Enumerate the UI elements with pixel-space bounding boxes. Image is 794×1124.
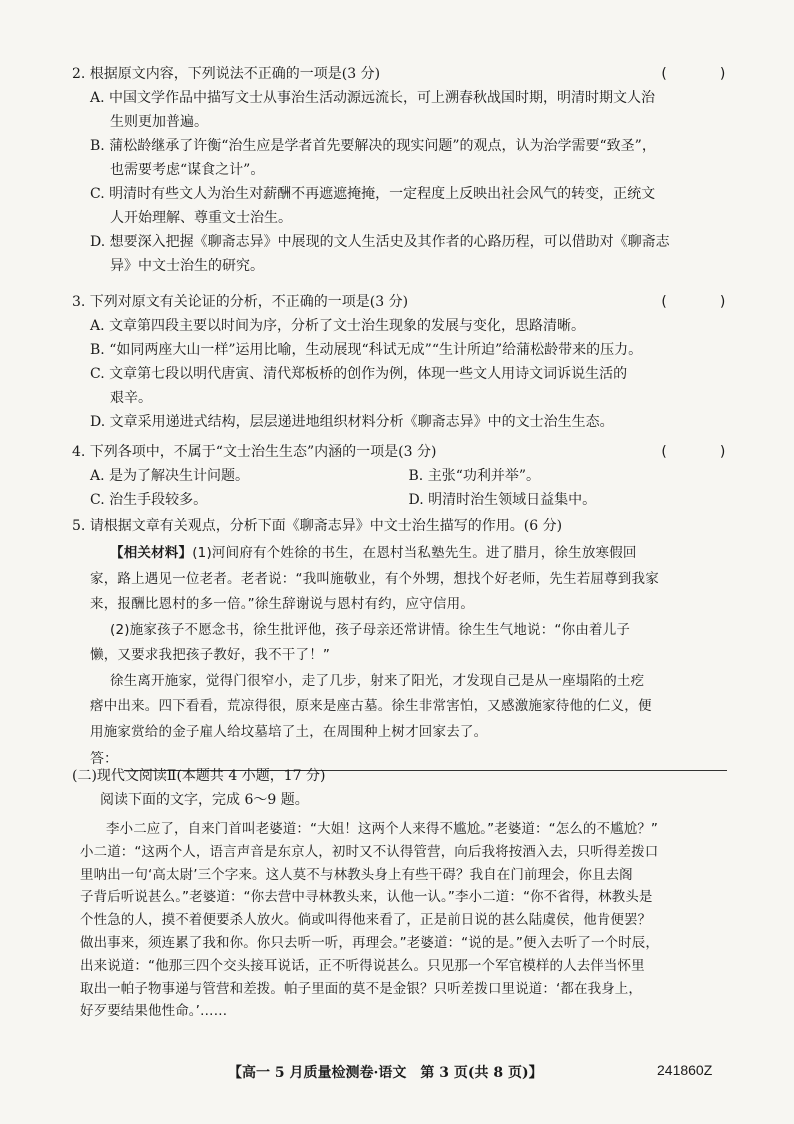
reading-passage <box>80 818 730 1023</box>
question-5 <box>72 514 727 771</box>
option-b: B. 蒲松龄继承了许衡“治生应是学者首先要解决的现实问题”的观点，认为治学需要“致圣”， <box>90 138 656 154</box>
answer-label: 答： <box>90 751 118 767</box>
option-c: C. 文章第七段以明代唐寅、清代郑板桥的创作为例，体现一些文人用诗文词诉说生活的 <box>90 366 628 382</box>
option-b: B. 主张“功利并举”。 <box>408 468 541 484</box>
passage-line: 取出一帕子物事递与管营和差拨。帕子里面的莫不是金银？只听差拨口里说道：‘都在我身上， <box>80 980 642 997</box>
answer-bracket: ( ) <box>659 294 727 310</box>
option-c-cont: 人开始理解、尊重文士治生。 <box>110 210 292 226</box>
material-line: (2)施家孩子不愿念书，徐生批评他，孩子母亲还常讲情。徐生生气地说：“你由着儿子 <box>110 621 631 638</box>
material-line: 懒，又要求我把孩子教好，我不干了！” <box>90 647 331 663</box>
material-line: 瘩中出来。四下看看，荒凉得很，原来是座古墓。徐生非常害怕，又感激施家待他的仁义，便 <box>90 698 652 714</box>
answer-bracket: ( ) <box>659 444 727 460</box>
question-2 <box>72 62 727 278</box>
option-d: D. 想要深入把握《聊斋志异》中展现的文人生活史及其作者的心路历程，可以借助对《聊斋志 <box>90 234 670 250</box>
material-line: (1)河间府有个姓徐的书生，在恩村当私塾先生。进了腊月，徐生放寒假回 <box>192 545 637 561</box>
section-2-header <box>72 764 727 812</box>
option-d-cont: 异》中文士治生的研究。 <box>110 258 264 274</box>
option-c: C. 治生手段较多。 <box>90 492 208 508</box>
passage-line: 做出事来，须连累了我和你。你只去听一听，再理会。”老婆道：“说的是。”便入去听了一个时辰， <box>80 934 659 951</box>
option-d: D. 明清时治生领域日益集中。 <box>408 492 597 508</box>
section-instruction: 阅读下面的文字，完成 6～9 题。 <box>100 792 309 808</box>
material-label: 【相关材料】 <box>110 545 193 561</box>
option-d: D. 文章采用递进式结构，层层递进地组织材料分析《聊斋志异》中的文士治生生态。 <box>90 414 614 430</box>
section-title: (二)现代文阅读Ⅱ(本题共 4 小题，17 分) <box>72 768 326 784</box>
material-line: 家，路上遇见一位老者。老者说：“我叫施敬业，有个外甥，想找个好老师，先生若屈尊到我家 <box>90 570 659 587</box>
passage-line: 里呐出一句‘高太尉’三个字来。这人莫不与林教头身上有些干碍？我自在门前理会，你且去阁 <box>80 866 633 883</box>
option-a: A. 是为了解决生计问题。 <box>90 468 250 484</box>
passage-line: 小二道：“这两个人，语言声音是东京人，初时又不认得管营，向后我将按酒入去，只听得差拨口 <box>80 843 659 860</box>
passage-line: 好歹要结果他性命。’…… <box>80 1003 228 1020</box>
option-a: A. 中国文学作品中描写文士从事治生活动源远流长，可上溯春秋战国时期，明清时期文人治 <box>90 90 656 106</box>
option-b: B. “如同两座大山一样”运用比喻，生动展现“科试无成”“生计所迫”给蒲松龄带来的压力。 <box>90 342 643 358</box>
material-line: 用施家赏给的金子雇人给坟墓培了土，在周围种上树才回家去了。 <box>90 723 488 740</box>
material-line: 来，报酬比恩村的多一倍。”徐生辞谢说与恩村有约，应守信用。 <box>90 596 475 612</box>
question-5-stem: 5. 请根据文章有关观点，分析下面《聊斋志异》中文士治生描写的作用。(6 分) <box>72 518 563 534</box>
passage-line: 子背后听说甚么。”老婆道：“你去营中寻林教头来，认他一认。”李小二道：“你不省得，林教头是 <box>80 889 653 906</box>
related-material <box>72 541 727 745</box>
question-4 <box>72 440 727 512</box>
option-a: A. 文章第四段主要以时间为序，分析了文士治生现象的发展与变化，思路清晰。 <box>90 318 586 334</box>
answer-bracket: ( ) <box>659 66 727 82</box>
passage-line: 出来说道：“他那三四个交头接耳说话，正不听得说甚么。只见那一个军官模样的人去伴当怀里 <box>80 957 645 974</box>
question-4-stem: 4. 下列各项中，不属于“文士治生生态”内涵的一项是(3 分) <box>72 444 437 460</box>
option-a-cont: 生则更加普遍。 <box>110 114 208 130</box>
passage-line: 李小二应了，自来门首叫老婆道：“大姐！这两个人来得不尴尬。”老婆道：“怎么的不尴尬？” <box>106 821 659 837</box>
question-2-stem: 2. 根据原文内容，下列说法不正确的一项是(3 分) <box>72 66 381 82</box>
passage-line: 个性急的人，摸不着便要杀人放火。倘或叫得他来看了，正是前日说的甚么陆虞侯，他肯便罢？ <box>80 912 652 929</box>
material-line: 徐生离开施家，觉得门很窄小，走了几步，射来了阳光，才发现自己是从一座塌陷的土疙 <box>110 672 645 689</box>
option-c: C. 明清时有些文人为治生对薪酬不再遮遮掩掩，一定程度上反映出社会风气的转变，正统文 <box>90 186 656 202</box>
footer-page-info: 【高一 5 月质量检测卷·语文 第 3 页(共 8 页)】 <box>228 1065 543 1081</box>
option-b-cont: 也需要考虑“谋食之计”。 <box>110 162 265 178</box>
footer-code: 241860Z <box>657 1062 713 1078</box>
question-3 <box>72 290 727 434</box>
option-c-cont: 艰辛。 <box>110 390 152 406</box>
question-3-stem: 3. 下列对原文有关论证的分析，不正确的一项是(3 分) <box>72 294 409 310</box>
